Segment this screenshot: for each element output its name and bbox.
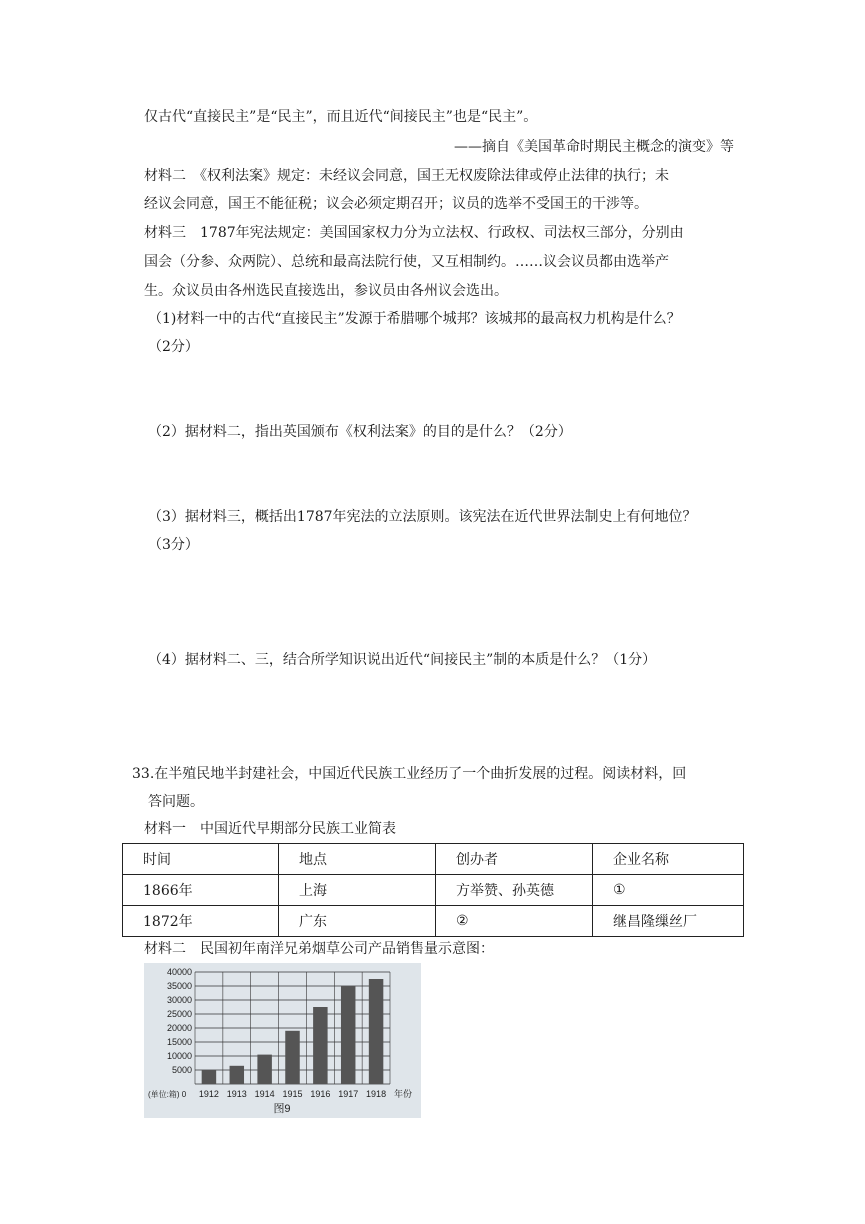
unit-label: (单位:箱) 0 — [148, 1090, 187, 1099]
table-cell: 方举赞、孙英德 — [436, 875, 593, 906]
x-tick-label: 1918 — [366, 1089, 387, 1099]
table-header-cell: 时间 — [123, 844, 279, 875]
y-tick-label: 30000 — [166, 995, 192, 1005]
material-one-tail: 仅古代“直接民主”是“民主”，而且近代“间接民主”也是“民主”。 — [144, 109, 538, 125]
bar — [285, 1031, 299, 1084]
question-3-score: （3分） — [148, 537, 199, 553]
material-one-caption: 材料一 中国近代早期部分民族工业简表 — [144, 821, 396, 837]
material-three-line-1: 材料三 1787年宪法规定：美国国家权力分为立法权、行政权、司法权三部分，分别由 — [144, 225, 684, 241]
bar — [257, 1055, 271, 1084]
x-tick-label: 1912 — [198, 1089, 219, 1099]
table-cell: ① — [593, 875, 744, 906]
y-tick-label: 10000 — [166, 1051, 192, 1061]
table-header-row — [123, 844, 744, 875]
table-header-cell: 创办者 — [436, 844, 593, 875]
figure-caption: 图9 — [273, 1103, 291, 1115]
x-tick-label: 1914 — [254, 1089, 275, 1099]
x-tick-label: 1915 — [282, 1089, 303, 1099]
table-cell: ② — [436, 906, 593, 937]
table-row — [123, 906, 744, 937]
question-3-line-1: （3）据材料三，概括出1787年宪法的立法原则。该宪法在近代世界法制史上有何地位？ — [148, 509, 697, 525]
question-1-score: （2分） — [148, 339, 199, 355]
material-two-line-2: 经议会同意，国王不能征税；议会必须定期召开；议员的选举不受国王的干涉等。 — [144, 196, 648, 212]
y-tick-label: 20000 — [166, 1023, 192, 1033]
bar — [341, 986, 355, 1084]
table-header-cell: 企业名称 — [593, 844, 744, 875]
material-two-line-1: 材料二 《权利法案》规定：未经议会同意，国王无权废除法律或停止法律的执行；未 — [144, 168, 669, 184]
table-cell: 1866年 — [123, 875, 279, 906]
material-three-line-3: 生。众议员由各州选民直接选出，参议员由各州议会选出。 — [144, 283, 508, 299]
question-33-line-2: 答问题。 — [148, 794, 204, 810]
table-cell: 上海 — [279, 875, 436, 906]
table-cell: 1872年 — [123, 906, 279, 937]
material-two-caption: 材料二 民国初年南洋兄弟烟草公司产品销售量示意图： — [144, 941, 494, 957]
sales-chart — [144, 963, 421, 1118]
x-tick-label: 1917 — [338, 1089, 359, 1099]
x-tick-label: 1913 — [226, 1089, 247, 1099]
question-33-line-1: 33.在半殖民地半封建社会，中国近代民族工业经历了一个曲折发展的过程。阅读材料，回 — [132, 766, 687, 782]
table-cell: 继昌隆缫丝厂 — [593, 906, 744, 937]
bar — [369, 979, 383, 1084]
question-2: （2）据材料二，指出英国颁布《权利法案》的目的是什么？（2分） — [148, 424, 572, 440]
x-tick-label: 1916 — [310, 1089, 331, 1099]
material-one-source: ——摘自《美国革命时期民主概念的演变》等 — [454, 139, 734, 155]
industry-table — [122, 843, 744, 937]
x-axis-label: 年份 — [394, 1089, 413, 1099]
y-tick-label: 40000 — [166, 967, 192, 977]
y-tick-label: 5000 — [171, 1065, 192, 1075]
question-1-line-1: （1)材料一中的古代“直接民主”发源于希腊哪个城邦？该城邦的最高权力机构是什么？ — [148, 311, 681, 327]
table-row — [123, 875, 744, 906]
question-4: （4）据材料二、三，结合所学知识说出近代“间接民主”制的本质是什么？（1分） — [148, 652, 657, 668]
bar — [202, 1070, 216, 1084]
table-cell: 广东 — [279, 906, 436, 937]
y-tick-label: 15000 — [166, 1037, 192, 1047]
y-tick-label: 25000 — [166, 1009, 192, 1019]
bar — [230, 1066, 244, 1084]
y-tick-label: 35000 — [166, 981, 192, 991]
sales-chart-svg — [144, 963, 421, 1118]
table-header-cell: 地点 — [279, 844, 436, 875]
material-three-line-2: 国会（分参、众两院）、总统和最高法院行使，又互相制约。……议会议员都由选举产 — [144, 254, 669, 270]
bar — [313, 1007, 327, 1084]
